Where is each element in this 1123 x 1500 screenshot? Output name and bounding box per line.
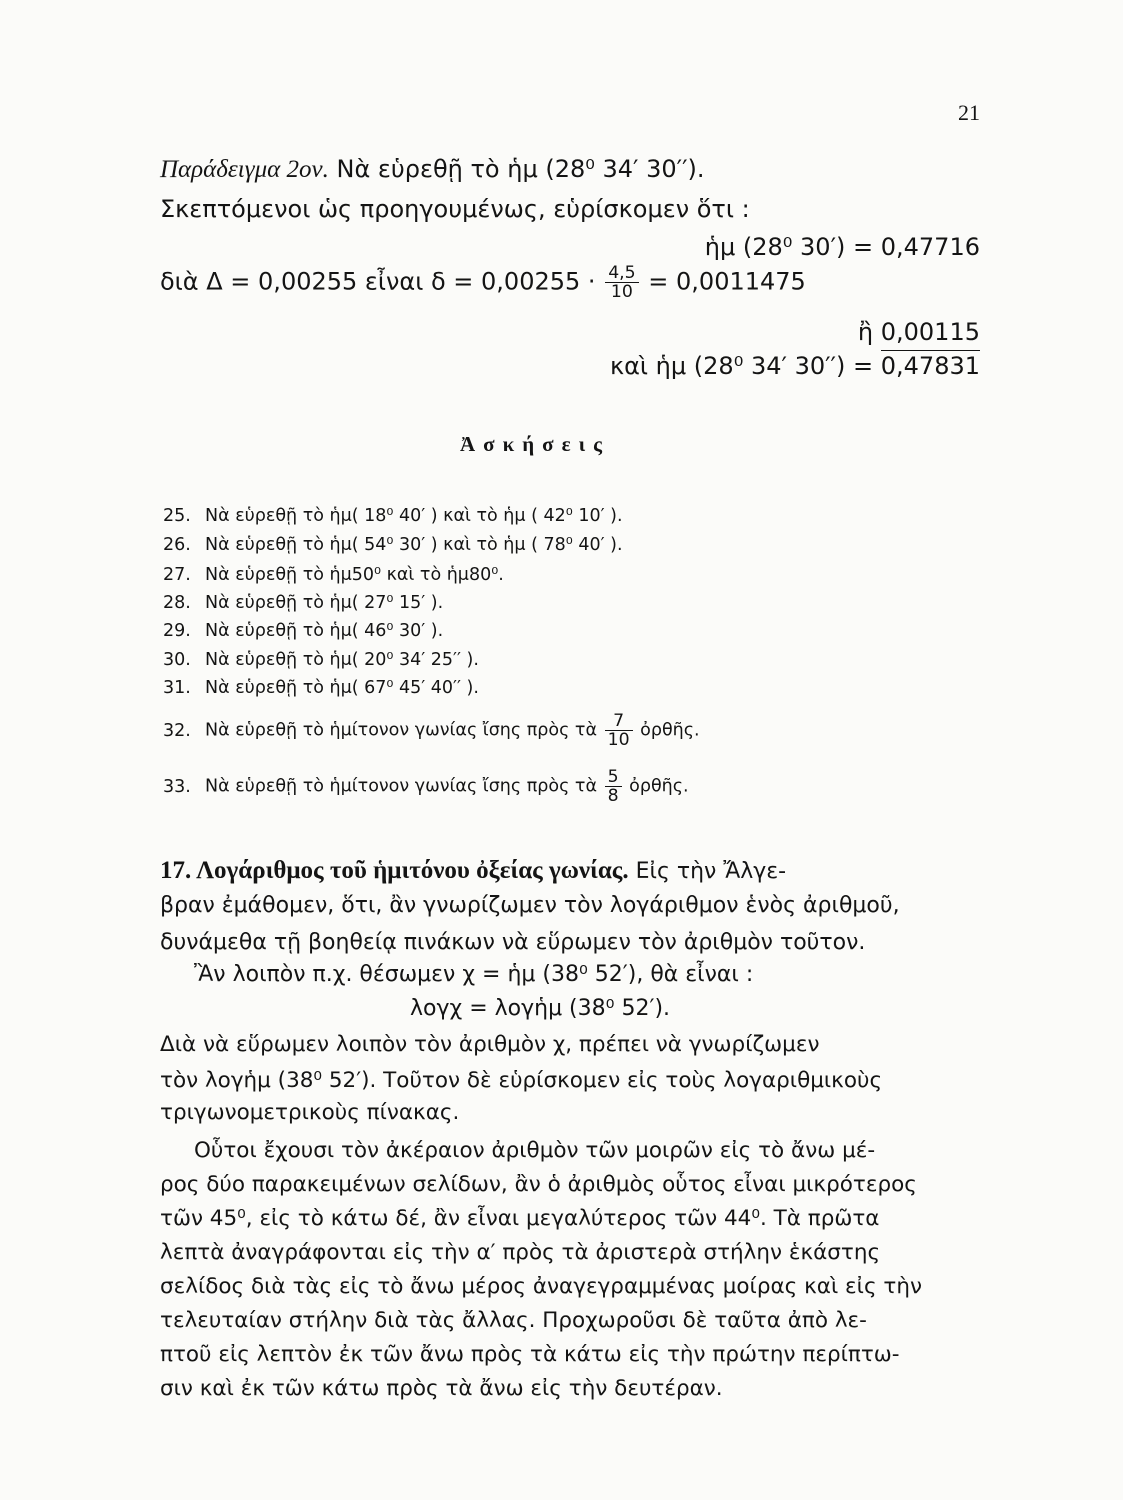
example-line-3: ἡμ (28⁰ 30′) = 0,47716 xyxy=(704,233,980,261)
exercise-item xyxy=(163,621,443,641)
example-line-6 xyxy=(610,352,980,380)
exercise-number: 33. xyxy=(163,776,191,797)
exercise-text: Νὰ εὑρεθῇ τὸ ἡμ( 18⁰ 40′ ) καὶ τὸ ἡμ ( 42⁰ 10′ ). xyxy=(205,506,623,526)
section-17-line-2: βραν ἐμάθομεν, ὅτι, ἂν γνωρίζωμεν τὸν λογάριθμον ἑνὸς ἀριθμοῦ, xyxy=(160,893,900,918)
paragraph-line: σελίδος διὰ τὰς εἰς τὸ ἄνω μέρος ἀναγεγραμμένας μοίρας καὶ εἰς τὴν xyxy=(160,1274,922,1299)
exercise-item xyxy=(163,506,623,526)
exercise-item xyxy=(163,678,479,698)
example-title: Παράδειγμα 2ον. xyxy=(160,156,329,183)
exercise-item-32 xyxy=(163,712,700,749)
fraction-denominator: 10 xyxy=(607,730,630,751)
exercise-number: 32. xyxy=(163,720,191,741)
exercise-number: 30. xyxy=(163,650,191,670)
example-line-4-right: = 0,0011475 xyxy=(648,267,806,296)
example-line-4-left: διὰ Δ = 0,00255 εἶναι δ = 0,00255 · xyxy=(160,267,596,296)
exercise-text: Νὰ εὑρεθῇ τὸ ἡμίτονον γωνίας ἴσης πρὸς τὰ xyxy=(205,776,597,797)
exercise-item xyxy=(163,535,623,555)
example-statement: Νὰ εὑρεθῇ τὸ ἡμ (28⁰ 34′ 30′′). xyxy=(336,155,705,183)
example-line-2: Σκεπτόμενοι ὡς προηγουμένως, εὑρίσκομεν ὅτι : xyxy=(160,195,750,223)
exercise-text: Νὰ εὑρεθῇ τὸ ἡμίτονον γωνίας ἴσης πρὸς τὰ xyxy=(205,720,597,741)
exercise-text: Νὰ εὑρεθῇ τὸ ἡμ( 46⁰ 30′ ). xyxy=(205,621,444,641)
section-17-formula: λογχ = λογἡμ (38⁰ 52′). xyxy=(410,996,671,1021)
fraction-denominator: 8 xyxy=(607,786,619,807)
exercise-number: 28. xyxy=(163,593,191,613)
exercise-number: 25. xyxy=(163,506,191,526)
exercise-text: Νὰ εὑρεθῇ τὸ ἡμ( 20⁰ 34′ 25′′ ). xyxy=(205,650,479,670)
exercise-text: Νὰ εὑρεθῇ τὸ ἡμ( 67⁰ 45′ 40′′ ). xyxy=(205,678,479,698)
paragraph-line: τελευταίαν στήλην διὰ τὰς ἄλλας. Προχωροῦσι δὲ ταῦτα ἀπὸ λε- xyxy=(160,1308,867,1333)
paragraph-line: τὸν λογἡμ (38⁰ 52′). Τοῦτον δὲ εὑρίσκομεν εἰς τοὺς λογαριθμικοὺς xyxy=(160,1068,883,1093)
exercise-number: 26. xyxy=(163,535,191,555)
example-fraction xyxy=(605,264,638,301)
paragraph-line: ρος δύο παρακειμένων σελίδων, ἂν ὁ ἀριθμὸς οὗτος εἶναι μικρότερος xyxy=(160,1172,917,1197)
fraction-numerator: 5 xyxy=(605,768,622,787)
example-heading-line xyxy=(160,155,705,184)
paragraph-line: πτοῦ εἰς λεπτὸν ἐκ τῶν ἄνω πρὸς τὰ κάτω εἰς τὴν πρώτην περίπτω- xyxy=(160,1342,900,1367)
exercise-32-fraction xyxy=(605,712,633,749)
exercise-text: Νὰ εὑρεθῇ τὸ ἡμ( 54⁰ 30′ ) καὶ τὸ ἡμ ( 78⁰ 40′ ). xyxy=(205,535,623,555)
exercise-number: 27. xyxy=(163,565,191,585)
fraction-denominator: 10 xyxy=(610,282,633,303)
section-17-heading-line xyxy=(160,857,786,885)
page-number: 21 xyxy=(958,100,980,125)
exercise-item xyxy=(163,565,504,585)
exercise-number: 29. xyxy=(163,621,191,641)
fraction-numerator: 4,5 xyxy=(605,264,638,283)
section-17-heading: 17. Λογάριθμος τοῦ ἡμιτόνου ὀξείας γωνίας. xyxy=(160,857,629,884)
paragraph-line: Διὰ νὰ εὕρωμεν λοιπὸν τὸν ἀριθμὸν χ, πρέπει νὰ γνωρίζωμεν xyxy=(160,1032,820,1057)
example-line-5: ἢ 0,00115 xyxy=(857,318,980,346)
exercise-text: Νὰ εὑρεθῇ τὸ ἡμ( 27⁰ 15′ ). xyxy=(205,593,444,613)
exercise-tail: ὀρθῆς. xyxy=(640,720,700,741)
paragraph-line: σιν καὶ ἐκ τῶν κάτω πρὸς τὰ ἄνω εἰς τὴν δευτέραν. xyxy=(160,1376,723,1401)
paragraph-line: τῶν 45⁰, εἰς τὸ κάτω δέ, ἂν εἶναι μεγαλύτερος τῶν 44⁰. Τὰ πρῶτα xyxy=(160,1206,880,1231)
exercise-item-33 xyxy=(163,768,689,805)
exercise-33-fraction xyxy=(605,768,622,805)
exercise-item xyxy=(163,650,479,670)
fraction-numerator: 7 xyxy=(605,712,633,731)
section-17-line-4: Ἂν λοιπὸν π.χ. θέσωμεν χ = ἡμ (38⁰ 52′), θὰ εἶναι : xyxy=(194,962,754,987)
example-result: 0,47831 xyxy=(880,352,980,380)
exercise-number: 31. xyxy=(163,678,191,698)
exercise-tail: ὀρθῆς. xyxy=(629,776,689,797)
paragraph-line: λεπτὰ ἀναγράφονται εἰς τὴν α′ πρὸς τὰ ἀριστερὰ στήλην ἑκάστης xyxy=(160,1240,881,1265)
exercises-heading: Ἀσκήσεις xyxy=(460,432,610,456)
section-17-line-1: Εἰς τὴν Ἄλγε- xyxy=(635,859,787,884)
exercise-item xyxy=(163,593,443,613)
paragraph-line: τριγωνομετρικοὺς πίνακας. xyxy=(160,1100,460,1125)
exercise-text: Νὰ εὑρεθῇ τὸ ἡμ50⁰ καὶ τὸ ἡμ80⁰. xyxy=(205,565,504,585)
example-line-4 xyxy=(160,264,806,301)
paragraph-line: Οὗτοι ἔχουσι τὸν ἀκέραιον ἀριθμὸν τῶν μοιρῶν εἰς τὸ ἄνω μέ- xyxy=(194,1138,876,1163)
section-17-line-3: δυνάμεθα τῇ βοηθείᾳ πινάκων νὰ εὕρωμεν τὸν ἀριθμὸν τοῦτον. xyxy=(160,930,866,955)
example-line-6-left: καὶ ἡμ (28⁰ 34′ 30′′) = xyxy=(609,352,874,380)
